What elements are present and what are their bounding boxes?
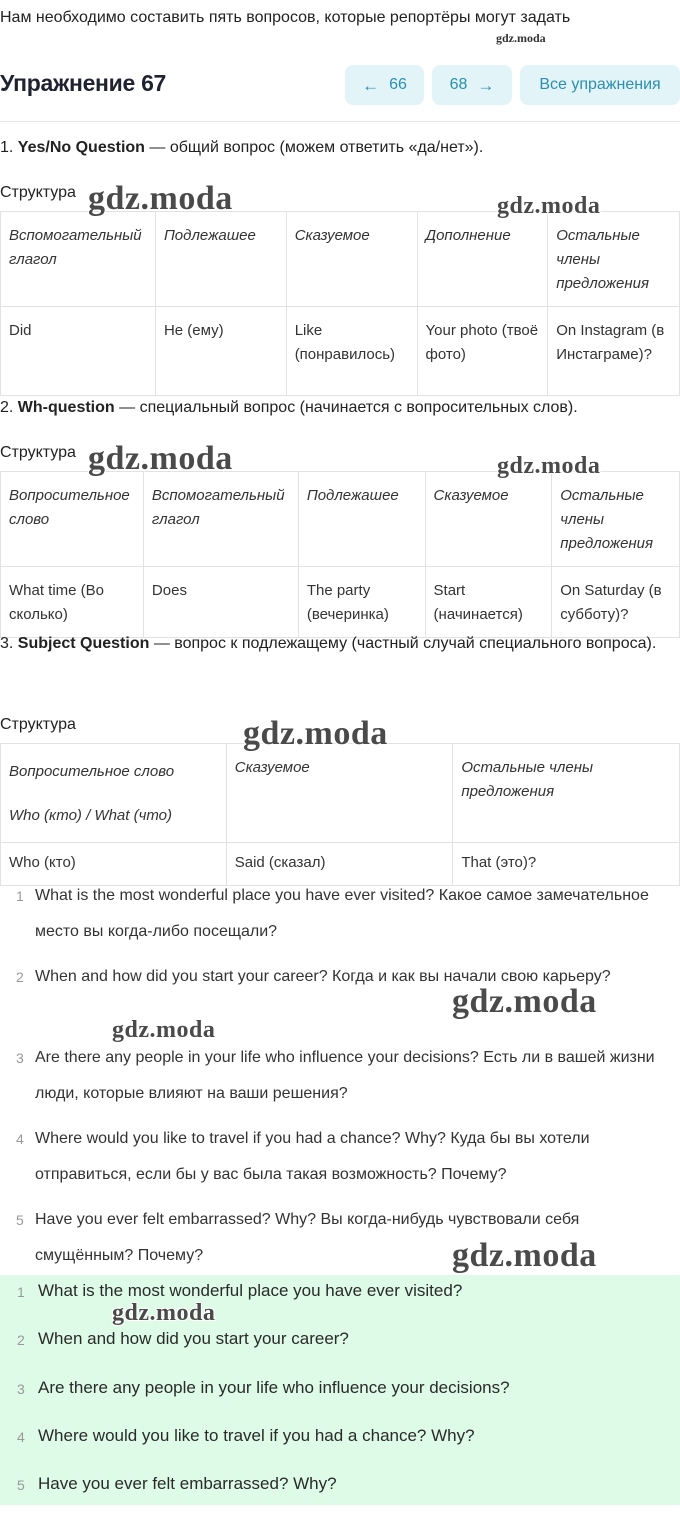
answer-text: Where would you like to travel if you had a chance? Why? bbox=[38, 1426, 475, 1445]
section-number: 1. bbox=[0, 139, 14, 156]
all-exercises-label: Все упражнения bbox=[539, 76, 661, 93]
watermark: gdz.moda bbox=[88, 180, 233, 217]
watermark: gdz.moda bbox=[496, 31, 546, 45]
structure-label: Структура bbox=[0, 184, 76, 201]
table-header-cell: Остальные члены предложения bbox=[548, 212, 680, 307]
section-desc: — общий вопрос (можем ответить «да/нет»). bbox=[144, 139, 484, 156]
watermark: gdz.moda bbox=[88, 440, 233, 477]
answer-text: When and how did you start your career? bbox=[38, 1329, 349, 1348]
table-header-cell: Сказуемое bbox=[286, 212, 417, 307]
structure-label: Структура bbox=[0, 716, 76, 733]
header-divider bbox=[0, 121, 680, 122]
table-cell: He (ему) bbox=[155, 307, 286, 396]
table-cell: The party (вечеринка) bbox=[298, 567, 425, 638]
list-number: 1 bbox=[16, 888, 24, 904]
table-header-cell: Сказуемое bbox=[226, 744, 453, 843]
watermark: gdz.moda bbox=[112, 1017, 216, 1043]
table-header-cell bbox=[1, 744, 227, 843]
answer-text: Have you ever felt embarrassed? Why? bbox=[38, 1474, 337, 1493]
answer-text: Are there any people in your life who influence your decisions? bbox=[38, 1378, 510, 1397]
section-number: 3. bbox=[0, 635, 14, 652]
structure-label: Структура bbox=[0, 444, 76, 461]
table-header-cell: Вопросительное слово bbox=[1, 472, 144, 567]
table-header-cell: Дополнение bbox=[417, 212, 548, 307]
watermark: gdz.moda bbox=[497, 453, 601, 479]
arrow-left-icon: ← bbox=[362, 75, 380, 95]
table-cell: Did bbox=[1, 307, 156, 396]
watermark: gdz.moda bbox=[497, 193, 601, 219]
table-header-cell: Вспомогательный глагол bbox=[1, 212, 156, 307]
structure-table-2 bbox=[0, 471, 680, 638]
structure-table-3 bbox=[0, 743, 680, 886]
list-text: Are there any people in your life who influence your decisions? Есть ли в вашей жизни люди, которые влияют на ваши решения? bbox=[35, 1049, 655, 1102]
header-question-word-examples: Who (кто) / What (что) bbox=[9, 807, 173, 824]
section-term: Subject Question bbox=[17, 635, 150, 652]
next-exercise-label: 68 bbox=[449, 76, 468, 93]
list-number: 4 bbox=[16, 1131, 24, 1147]
answer-item bbox=[0, 1275, 680, 1323]
section-desc: — специальный вопрос (начинается с вопросительных слов). bbox=[114, 399, 578, 416]
watermark: gdz.moda bbox=[452, 1237, 597, 1274]
answer-item bbox=[0, 1468, 680, 1516]
prev-exercise-label: 66 bbox=[389, 76, 407, 93]
answer-item bbox=[0, 1420, 680, 1468]
intro-text: Нам необходимо составить пять вопросов, которые репортёры могут задать bbox=[0, 9, 571, 26]
answer-number: 2 bbox=[17, 1332, 25, 1348]
section-2-heading bbox=[0, 390, 680, 426]
table-header-cell: Подлежашее bbox=[155, 212, 286, 307]
answer-block bbox=[0, 1275, 680, 1505]
table-cell: On Instagram (в Инстаграме)? bbox=[548, 307, 680, 396]
list-text: When and how did you start your career? Когда и как вы начали свою карьеру? bbox=[35, 968, 611, 985]
table-header-cell: Сказуемое bbox=[425, 472, 552, 567]
table-cell: That (это)? bbox=[453, 843, 680, 886]
table-header-cell: Остальные члены предложения bbox=[453, 744, 680, 843]
table-cell: Does bbox=[143, 567, 298, 638]
table-cell: Said (сказал) bbox=[226, 843, 453, 886]
answer-number: 4 bbox=[17, 1429, 25, 1445]
section-term: Wh-question bbox=[17, 399, 115, 416]
answer-number: 5 bbox=[17, 1477, 25, 1493]
watermark: gdz.moda bbox=[243, 715, 388, 752]
section-number: 2. bbox=[0, 399, 14, 416]
arrow-right-icon: → bbox=[477, 75, 495, 95]
list-text: Where would you like to travel if you had a chance? Why? Куда бы вы хотели отправиться, если бы у вас была такая возможность? Почему? bbox=[35, 1130, 590, 1183]
table-cell: Start (начинается) bbox=[425, 567, 552, 638]
table-cell: Like (понравилось) bbox=[286, 307, 417, 396]
list-number: 5 bbox=[16, 1212, 24, 1228]
list-text: What is the most wonderful place you have ever visited? Какое самое замечательное место вы когда-либо посещали? bbox=[35, 887, 649, 940]
watermark: gdz.moda bbox=[112, 1300, 216, 1326]
watermark: gdz.moda bbox=[452, 983, 597, 1020]
table-header-cell: Подлежашее bbox=[298, 472, 425, 567]
section-3-heading bbox=[0, 626, 680, 662]
list-number: 2 bbox=[16, 969, 24, 985]
answer-text: What is the most wonderful place you have ever visited? bbox=[38, 1281, 463, 1300]
answer-number: 1 bbox=[17, 1284, 25, 1300]
section-term: Yes/No Question bbox=[17, 139, 145, 156]
structure-table-1 bbox=[0, 211, 680, 396]
list-text: Have you ever felt embarrassed? Why? Вы когда-нибудь чувствовали себя смущённым? Почему? bbox=[35, 1211, 580, 1264]
all-exercises-button[interactable] bbox=[520, 65, 680, 105]
section-1-heading bbox=[0, 130, 680, 166]
next-exercise-button[interactable] bbox=[432, 65, 512, 105]
header-question-word: Вопросительное слово bbox=[9, 763, 175, 780]
section-desc: — вопрос к подлежащему (частный случай специального вопроса). bbox=[149, 635, 657, 652]
list-number: 3 bbox=[16, 1050, 24, 1066]
table-cell: On Saturday (в субботу)? bbox=[552, 567, 680, 638]
page-title: Упражнение 67 bbox=[0, 70, 167, 96]
table-cell: What time (Во сколько) bbox=[1, 567, 144, 638]
answer-item bbox=[0, 1323, 680, 1371]
table-cell: Your photo (твоё фото) bbox=[417, 307, 548, 396]
answer-number: 3 bbox=[17, 1381, 25, 1397]
answer-item bbox=[0, 1372, 680, 1420]
prev-exercise-button[interactable] bbox=[345, 65, 424, 105]
table-header-cell: Вспомогательный глагол bbox=[143, 472, 298, 567]
table-cell: Who (кто) bbox=[1, 843, 227, 886]
table-header-cell: Остальные члены предложения bbox=[552, 472, 680, 567]
